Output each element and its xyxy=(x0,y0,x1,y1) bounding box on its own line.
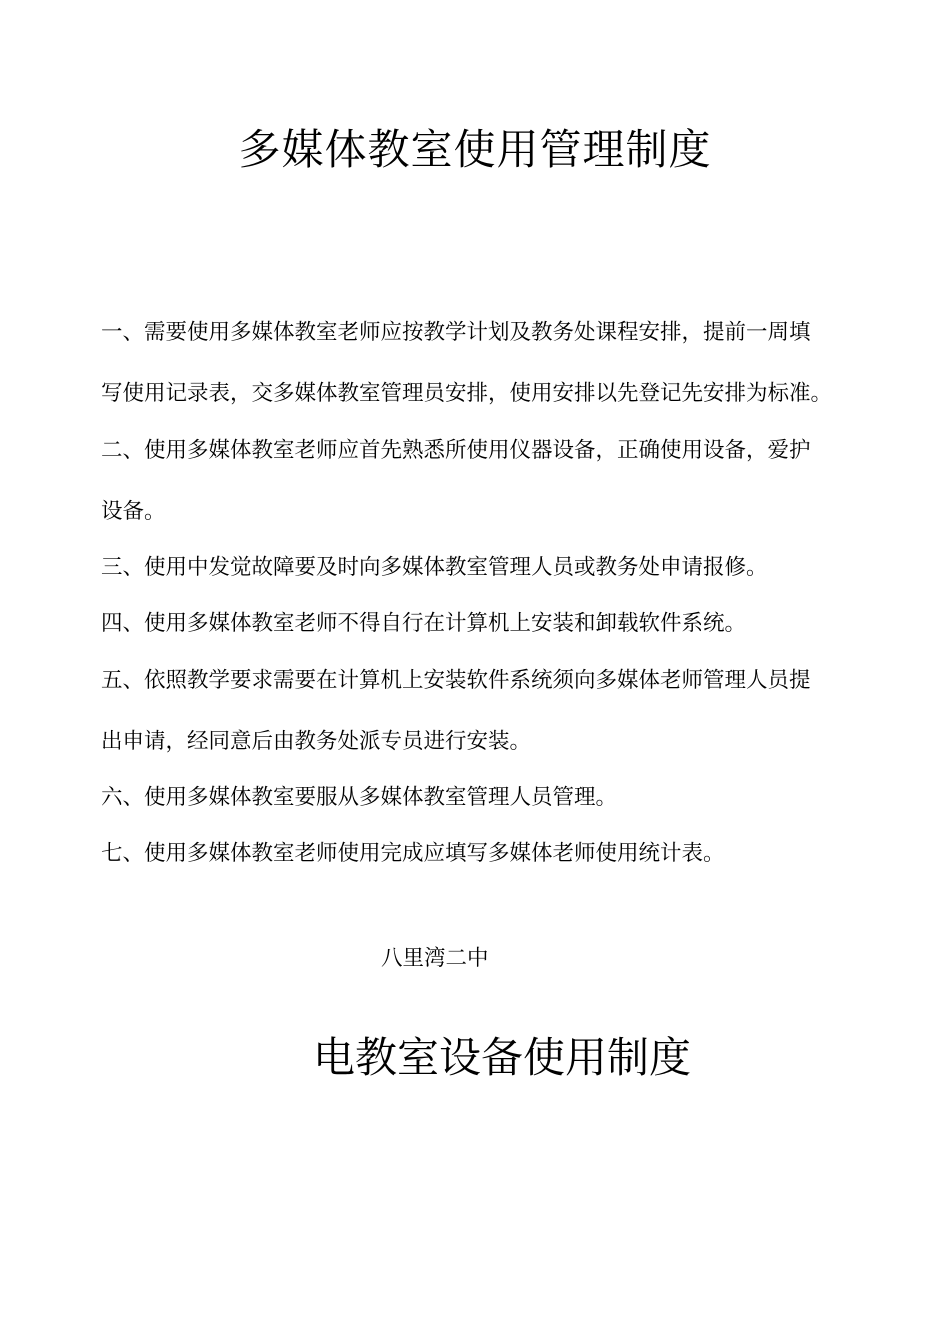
rule-1-line-1: 一、需要使用多媒体教室老师应按教学计划及教务处课程安排，提前一周填 xyxy=(101,320,811,345)
rule-2-line-2: 设备。 xyxy=(101,499,166,524)
rule-5-line-2: 出申请，经同意后由教务处派专员进行安装。 xyxy=(101,729,532,754)
document-title: 多媒体教室使用管理制度 xyxy=(238,125,712,174)
school-signature: 八里湾二中 xyxy=(381,946,489,971)
rule-6: 六、使用多媒体教室要服从多媒体教室管理人员管理。 xyxy=(101,785,618,810)
rule-4: 四、使用多媒体教室老师不得自行在计算机上安装和卸载软件系统。 xyxy=(101,611,747,636)
rule-2-line-1: 二、使用多媒体教室老师应首先熟悉所使用仪器设备，正确使用设备，爱护 xyxy=(101,438,811,463)
rule-1-line-2: 写使用记录表，交多媒体教室管理员安排，使用安排以先登记先安排为标准。 xyxy=(101,381,833,406)
second-document-title: 电教室设备使用制度 xyxy=(313,1033,692,1082)
rule-5-line-1: 五、依照教学要求需要在计算机上安装软件系统须向多媒体老师管理人员提 xyxy=(101,668,811,693)
rule-7: 七、使用多媒体教室老师使用完成应填写多媒体老师使用统计表。 xyxy=(101,841,725,866)
rule-3: 三、使用中发觉故障要及时向多媒体教室管理人员或教务处申请报修。 xyxy=(101,555,768,580)
